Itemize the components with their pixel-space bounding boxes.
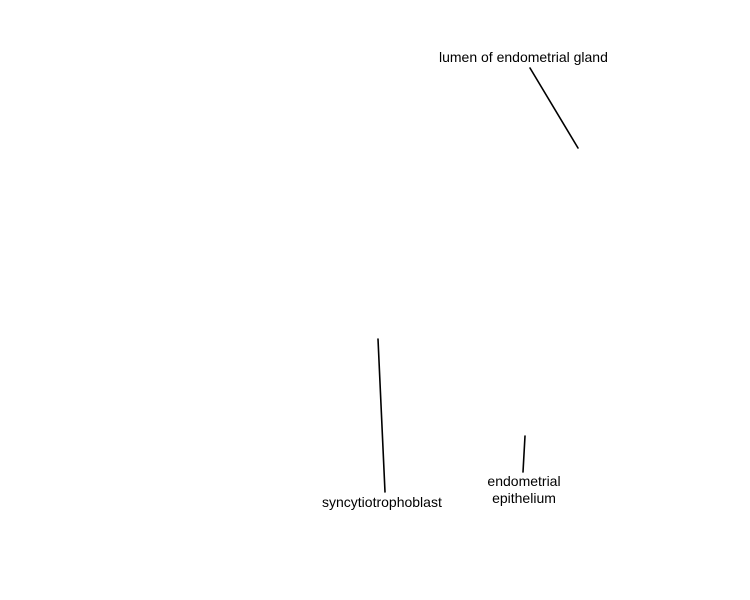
label-endometrial-epithelium (484, 473, 564, 507)
label-endometrial-epithelium-line-2: epithelium (492, 490, 556, 506)
leader-line-endometrial-epithelium (523, 436, 525, 472)
leader-line-lumen-of-endometrial-gland (530, 68, 578, 148)
label-endometrial-epithelium-line-1: endometrial (487, 473, 561, 489)
leader-line-syncytiotrophoblast (378, 339, 385, 492)
label-lumen-of-endometrial-gland: lumen of endometrial gland (439, 49, 608, 65)
label-syncytiotrophoblast: syncytiotrophoblast (322, 494, 442, 510)
